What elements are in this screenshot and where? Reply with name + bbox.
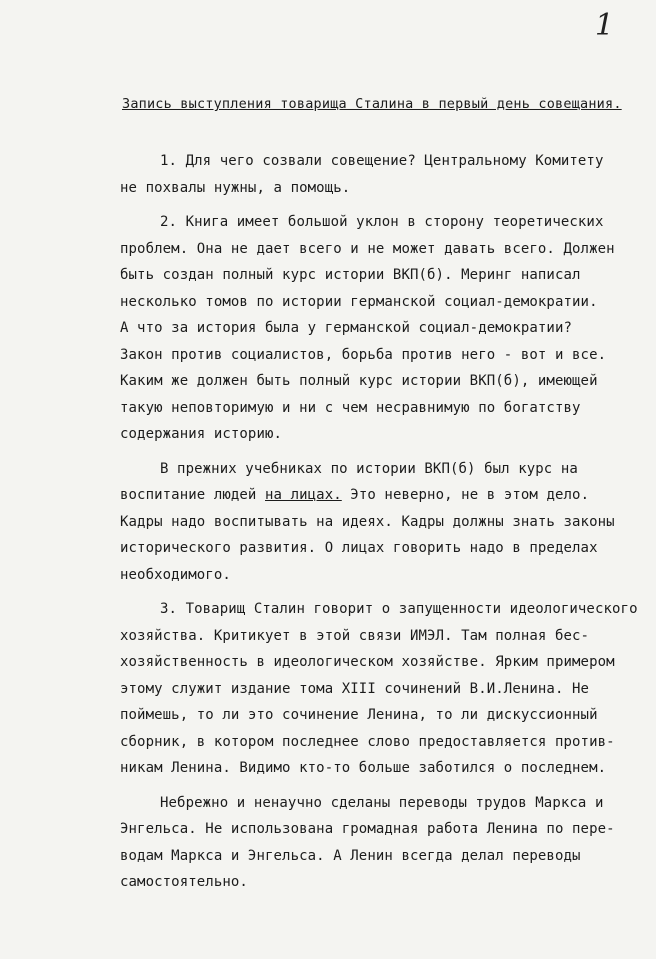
text-line: хозяйства. Критикует в этой связи ИМЭЛ. Там полная бес-	[120, 627, 590, 644]
text-line: проблем. Она не дает всего и не может давать всего. Должен	[120, 240, 615, 257]
text-line: не похвалы нужны, а помощь.	[120, 179, 351, 196]
paragraph-5	[120, 790, 640, 896]
text-line: поймешь, то ли это сочинение Ленина, то ли дискуссионный	[120, 707, 598, 723]
text-line: быть создан полный курс истории ВКП(б). Меринг написал	[120, 267, 581, 283]
page-title: Запись выступления товарища Сталина в первый день совещания.	[122, 96, 622, 112]
text-line: никам Ленина. Видимо кто-то больше заботился о последнем.	[120, 760, 607, 776]
text-line: самостоятельно.	[120, 874, 248, 890]
text-line: Кадры надо воспитывать на идеях. Кадры должны знать законы	[120, 513, 615, 530]
text-line: А что за история была у германской социал-демократии?	[120, 320, 573, 336]
text-line: Закон против социалистов, борьба против него - вот и все.	[120, 346, 607, 363]
text-line: такую неповторимую и ни с чем несравнимую по богатству	[120, 399, 581, 416]
paragraph-3	[120, 456, 640, 589]
text-segment: Это неверно, не в этом дело.	[341, 487, 590, 503]
text-line: необходимого.	[120, 566, 231, 583]
text-line: содержания историю.	[120, 426, 283, 442]
text-line	[120, 482, 640, 509]
document-body	[120, 148, 640, 904]
text-line: Небрежно и ненаучно сделаны переводы трудов Маркса и	[160, 794, 604, 811]
text-line: этому служит издание тома XIII сочинений В.И.Ленина. Не	[120, 680, 590, 697]
text-line: хозяйственность в идеологическом хозяйстве. Ярким примером	[120, 654, 615, 670]
paragraph-1	[120, 148, 640, 201]
text-line: водам Маркса и Энгельса. А Ленин всегда делал переводы	[120, 847, 581, 864]
text-line: Энгельса. Не использована громадная работа Ленина по пере-	[120, 821, 615, 837]
text-line: 1. Для чего созвали совещение? Центральному Комитету	[160, 153, 604, 169]
text-line: сборник, в котором последнее слово предоставляется против-	[120, 733, 615, 750]
text-line: В прежних учебниках по истории ВКП(б) был курс на	[160, 460, 578, 477]
text-segment: воспитание людей	[120, 487, 265, 503]
text-line: Каким же должен быть полный курс истории ВКП(б), имеющей	[120, 373, 598, 389]
paragraph-4	[120, 596, 640, 782]
paragraph-2	[120, 209, 640, 448]
text-line: несколько томов по истории германской социал-демократии.	[120, 293, 598, 310]
page-number: 1	[594, 8, 614, 43]
text-line: 3. Товарищ Сталин говорит о запущенности идеологического	[160, 601, 638, 617]
text-line: исторического развития. О лицах говорить надо в пределах	[120, 540, 598, 556]
underlined-phrase: на лицах.	[265, 487, 342, 503]
text-line: 2. Книга имеет большой уклон в сторону теоретических	[160, 214, 604, 230]
